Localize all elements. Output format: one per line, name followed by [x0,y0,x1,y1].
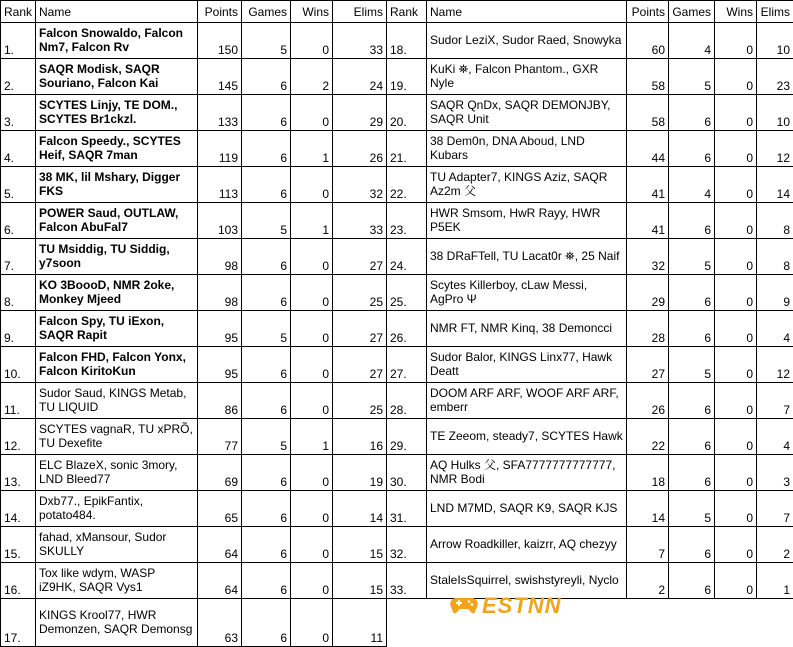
table-row [387,203,793,239]
wins-cell: 0 [715,131,757,167]
elims-cell: 27 [333,239,387,275]
wins-cell: 0 [291,563,333,599]
games-cell: 6 [242,131,291,167]
table-row [387,239,793,275]
wins-cell: 0 [291,95,333,131]
team-names-cell: Falcon Snowaldo, Falcon Nm7, Falcon Rv [36,23,198,59]
team-names-cell: Falcon Speedy., SCYTES Heif, SAQR 7man [36,131,198,167]
table-row [1,203,387,239]
games-cell: 6 [669,419,715,455]
rank-cell: 25. [387,275,427,311]
elims-cell: 12 [757,131,793,167]
table-row [1,275,387,311]
rank-cell: 20. [387,95,427,131]
team-names-cell: TU Msiddig, TU Siddig, y7soon [36,239,198,275]
team-names-cell: LND M7MD, SAQR K9, SAQR KJS [427,491,627,527]
header-points: Points [198,1,242,23]
table-row [1,311,387,347]
elims-cell: 3 [757,455,793,491]
wins-cell: 0 [291,347,333,383]
wins-cell: 0 [715,59,757,95]
elims-cell: 7 [757,383,793,419]
header-rank: Rank [1,1,36,23]
elims-cell: 33 [333,203,387,239]
wins-cell: 0 [715,311,757,347]
team-names-cell: Sudor Balor, KINGS Linx77, Hawk Deatt [427,347,627,383]
wins-cell: 0 [291,599,333,647]
rank-cell: 30. [387,455,427,491]
games-cell: 6 [669,311,715,347]
games-cell: 6 [242,455,291,491]
elims-cell: 25 [333,383,387,419]
team-names-cell: Dxb77., EpikFantix, potato484. [36,491,198,527]
header-games: Games [669,1,715,23]
wins-cell: 0 [291,23,333,59]
team-names-cell: Arrow Roadkiller, kaizrr, AQ chezyy [427,527,627,563]
team-names-cell: Falcon FHD, Falcon Yonx, Falcon KiritoKun [36,347,198,383]
rank-cell: 26. [387,311,427,347]
points-cell: 2 [627,563,669,599]
games-cell: 6 [669,563,715,599]
points-cell: 14 [627,491,669,527]
points-cell: 58 [627,59,669,95]
table-row [1,383,387,419]
games-cell: 5 [669,347,715,383]
points-cell: 29 [627,275,669,311]
header-wins: Wins [291,1,333,23]
team-names-cell: KO 3BoooD, NMR 2oke, Monkey Mjeed [36,275,198,311]
table-row [387,275,793,311]
table-row [1,59,387,95]
header-name: Name [36,1,198,23]
team-names-cell: SCYTES Linjy, TE DOM., SCYTES Br1ckzl. [36,95,198,131]
games-cell: 6 [242,563,291,599]
rank-cell: 8. [1,275,36,311]
table-row [387,23,793,59]
points-cell: 60 [627,23,669,59]
games-cell: 6 [242,491,291,527]
rank-cell: 14. [1,491,36,527]
wins-cell: 0 [715,167,757,203]
points-cell: 150 [198,23,242,59]
points-cell: 95 [198,311,242,347]
rank-cell: 5. [1,167,36,203]
elims-cell: 4 [757,311,793,347]
table-row [1,491,387,527]
games-cell: 4 [669,23,715,59]
wins-cell: 1 [291,131,333,167]
team-names-cell: POWER Saud, OUTLAW, Falcon AbuFal7 [36,203,198,239]
wins-cell: 0 [291,275,333,311]
estnn-logo [450,593,590,619]
games-cell: 6 [669,527,715,563]
elims-cell: 26 [333,131,387,167]
elims-cell: 32 [333,167,387,203]
rank-cell: 33. [387,563,427,599]
rank-cell: 13. [1,455,36,491]
header-wins: Wins [715,1,757,23]
wins-cell: 0 [715,455,757,491]
team-names-cell: KuKi ⛯, Falcon Phantom., GXR Nyle [427,59,627,95]
rank-cell: 12. [1,419,36,455]
standings-table-left [0,0,387,647]
wins-cell: 0 [715,239,757,275]
points-cell: 58 [627,95,669,131]
wins-cell: 0 [291,527,333,563]
elims-cell: 16 [333,419,387,455]
team-names-cell: DOOM ARF ARF, WOOF ARF ARF, emberr [427,383,627,419]
team-names-cell: fahad, xMansour, Sudor SKULLY [36,527,198,563]
points-cell: 22 [627,419,669,455]
games-cell: 6 [242,95,291,131]
elims-cell: 10 [757,23,793,59]
team-names-cell: TE Zeeom, steady7, SCYTES Hawk [427,419,627,455]
points-cell: 145 [198,59,242,95]
team-names-cell: 38 MK, lil Mshary, Digger FKS [36,167,198,203]
elims-cell: 27 [333,347,387,383]
header-points: Points [627,1,669,23]
table-row [1,419,387,455]
rank-cell: 6. [1,203,36,239]
points-cell: 133 [198,95,242,131]
wins-cell: 0 [291,311,333,347]
table-row [1,455,387,491]
rank-cell: 24. [387,239,427,275]
points-cell: 98 [198,275,242,311]
elims-cell: 4 [757,419,793,455]
header-row [387,1,793,23]
rank-cell: 10. [1,347,36,383]
games-cell: 6 [242,347,291,383]
standings-table-right [386,0,793,599]
elims-cell: 14 [757,167,793,203]
table-row [1,347,387,383]
points-cell: 27 [627,347,669,383]
elims-cell: 15 [333,563,387,599]
elims-cell: 19 [333,455,387,491]
elims-cell: 29 [333,95,387,131]
team-names-cell: Falcon Spy, TU iExon, SAQR Rapit [36,311,198,347]
wins-cell: 0 [291,239,333,275]
team-names-cell: SAQR Modisk, SAQR Souriano, Falcon Kai [36,59,198,95]
rank-cell: 4. [1,131,36,167]
rank-cell: 21. [387,131,427,167]
wins-cell: 0 [715,275,757,311]
elims-cell: 8 [757,203,793,239]
points-cell: 69 [198,455,242,491]
points-cell: 44 [627,131,669,167]
table-row [1,563,387,599]
team-names-cell: Sudor Saud, KINGS Metab, TU LIQUID [36,383,198,419]
team-names-cell: Scytes Killerboy, cLaw Messi, AgPro Ψ [427,275,627,311]
table-row [387,383,793,419]
rank-cell: 1. [1,23,36,59]
team-names-cell: TU Adapter7, KINGS Aziz, SAQR Az2m 父 [427,167,627,203]
points-cell: 64 [198,527,242,563]
elims-cell: 11 [333,599,387,647]
points-cell: 119 [198,131,242,167]
team-names-cell: 38 Dem0n, DNA Aboud, LND Kubars [427,131,627,167]
table-row [387,311,793,347]
wins-cell: 1 [291,203,333,239]
games-cell: 5 [669,491,715,527]
rank-cell: 31. [387,491,427,527]
points-cell: 95 [198,347,242,383]
header-rank: Rank [387,1,427,23]
elims-cell: 2 [757,527,793,563]
table-row [387,419,793,455]
rank-cell: 22. [387,167,427,203]
rank-cell: 23. [387,203,427,239]
games-cell: 6 [242,275,291,311]
games-cell: 5 [669,239,715,275]
wins-cell: 2 [291,59,333,95]
header-elims: Elims [757,1,793,23]
elims-cell: 10 [757,95,793,131]
points-cell: 7 [627,527,669,563]
elims-cell: 27 [333,311,387,347]
wins-cell: 0 [715,491,757,527]
rank-cell: 2. [1,59,36,95]
games-cell: 6 [669,455,715,491]
games-cell: 5 [669,59,715,95]
points-cell: 98 [198,239,242,275]
points-cell: 113 [198,167,242,203]
games-cell: 6 [669,203,715,239]
team-names-cell: SCYTES vagnaR, TU xPRÕ, TU Dexefite [36,419,198,455]
table-row [387,455,793,491]
points-cell: 77 [198,419,242,455]
points-cell: 41 [627,203,669,239]
team-names-cell: 38 DRaFTell, TU Lacat0r ⛯, 25 Naif [427,239,627,275]
wins-cell: 0 [715,203,757,239]
games-cell: 6 [669,95,715,131]
wins-cell: 0 [715,527,757,563]
wins-cell: 0 [715,383,757,419]
elims-cell: 24 [333,59,387,95]
team-names-cell: HWR Smsom, HwR Rayy, HWR P5EK [427,203,627,239]
points-cell: 41 [627,167,669,203]
team-names-cell: KINGS Krool77, HWR Demonzen, SAQR Demonsg [36,599,198,647]
rank-cell: 7. [1,239,36,275]
rank-cell: 16. [1,563,36,599]
elims-cell: 23 [757,59,793,95]
rank-cell: 11. [1,383,36,419]
rank-cell: 32. [387,527,427,563]
elims-cell: 33 [333,23,387,59]
rank-cell: 19. [387,59,427,95]
table-row [387,347,793,383]
team-names-cell: Tox like wdym, WASP iZ9HK, SAQR Vys1 [36,563,198,599]
points-cell: 86 [198,383,242,419]
games-cell: 6 [242,383,291,419]
table-row [1,527,387,563]
table-row [1,167,387,203]
rank-cell: 18. [387,23,427,59]
table-row [1,23,387,59]
games-cell: 6 [242,167,291,203]
elims-cell: 15 [333,527,387,563]
team-names-cell: SAQR QnDx, SAQR DEMONJBY, SAQR Unit [427,95,627,131]
points-cell: 65 [198,491,242,527]
table-row [387,59,793,95]
elims-cell: 7 [757,491,793,527]
table-row [1,599,387,647]
points-cell: 18 [627,455,669,491]
logo-text: ESTNN [482,593,562,619]
rank-cell: 29. [387,419,427,455]
wins-cell: 0 [715,95,757,131]
points-cell: 64 [198,563,242,599]
games-cell: 5 [242,311,291,347]
table-row [1,95,387,131]
wins-cell: 0 [715,563,757,599]
rank-cell: 17. [1,599,36,647]
table-row [387,95,793,131]
table-row [387,167,793,203]
points-cell: 28 [627,311,669,347]
elims-cell: 8 [757,239,793,275]
games-cell: 6 [669,131,715,167]
elims-cell: 9 [757,275,793,311]
elims-cell: 1 [757,563,793,599]
table-row [1,131,387,167]
team-names-cell: StaleIsSquirrel, swishstyreyli, Nyclo [427,563,627,599]
elims-cell: 14 [333,491,387,527]
points-cell: 32 [627,239,669,275]
gamepad-icon [450,596,478,617]
points-cell: 26 [627,383,669,419]
elims-cell: 25 [333,275,387,311]
elims-cell: 12 [757,347,793,383]
wins-cell: 0 [291,455,333,491]
rank-cell: 15. [1,527,36,563]
rank-cell: 28. [387,383,427,419]
wins-cell: 0 [291,167,333,203]
team-names-cell: AQ Hulks 父, SFA7777777777777, NMR Bodi [427,455,627,491]
games-cell: 6 [242,599,291,647]
header-row [1,1,387,23]
games-cell: 6 [242,527,291,563]
team-names-cell: NMR FT, NMR Kinq, 38 Demoncci [427,311,627,347]
games-cell: 4 [669,167,715,203]
games-cell: 5 [242,203,291,239]
rank-cell: 27. [387,347,427,383]
table-row [1,239,387,275]
wins-cell: 0 [715,23,757,59]
header-name: Name [427,1,627,23]
rank-cell: 3. [1,95,36,131]
games-cell: 5 [242,23,291,59]
games-cell: 5 [242,419,291,455]
header-elims: Elims [333,1,387,23]
header-games: Games [242,1,291,23]
games-cell: 6 [242,59,291,95]
wins-cell: 0 [291,383,333,419]
points-cell: 63 [198,599,242,647]
team-names-cell: Sudor LeziX, Sudor Raed, Snowyka [427,23,627,59]
games-cell: 6 [669,275,715,311]
team-names-cell: ELC BlazeX, sonic 3mory, LND Bleed77 [36,455,198,491]
wins-cell: 0 [291,491,333,527]
wins-cell: 0 [715,419,757,455]
wins-cell: 0 [715,347,757,383]
table-row [387,491,793,527]
wins-cell: 1 [291,419,333,455]
points-cell: 103 [198,203,242,239]
rank-cell: 9. [1,311,36,347]
games-cell: 6 [669,383,715,419]
table-row [387,131,793,167]
table-row [387,527,793,563]
games-cell: 6 [242,239,291,275]
